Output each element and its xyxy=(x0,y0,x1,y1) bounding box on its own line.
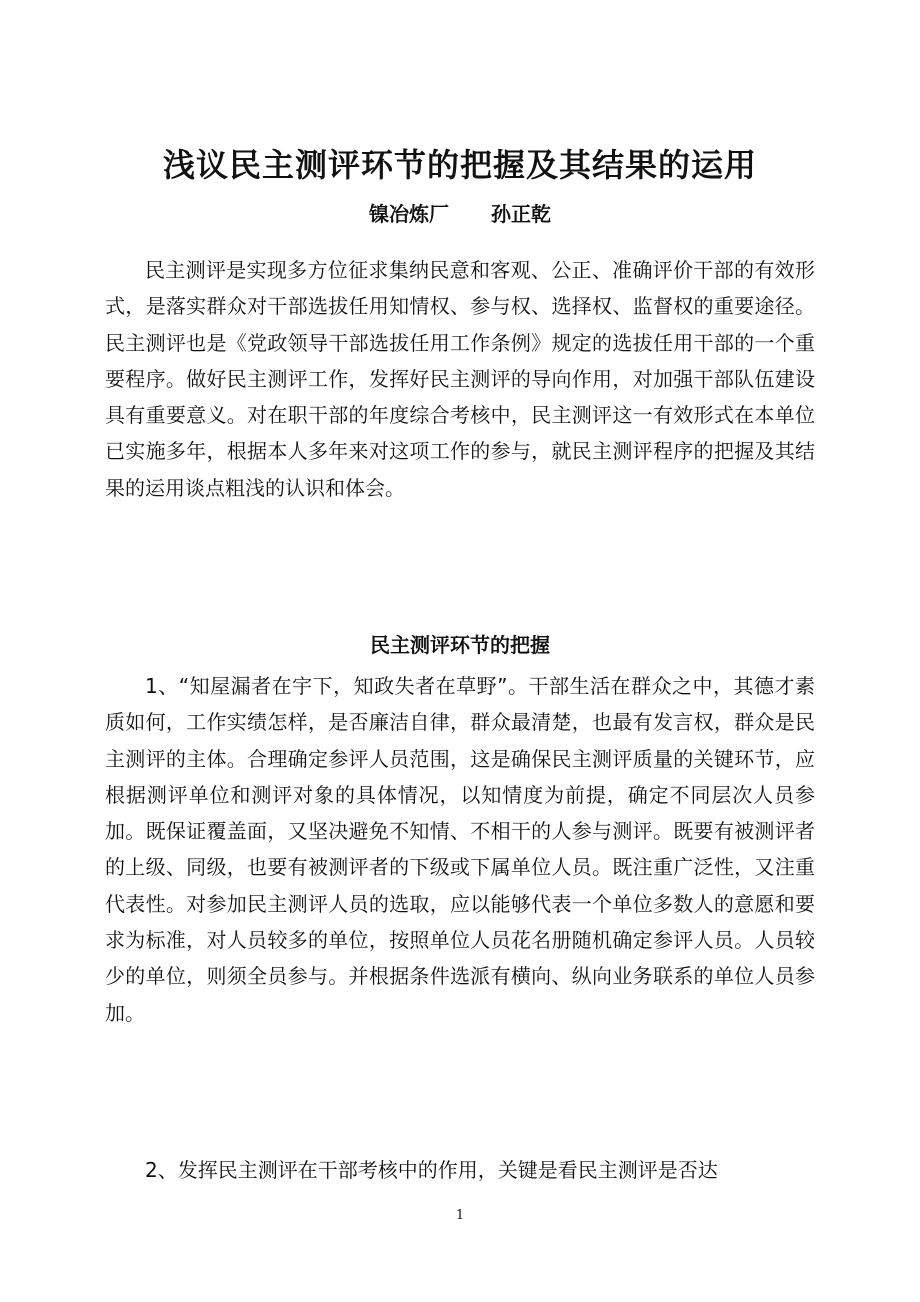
body-paragraph-2: 2、发挥民主测评在干部考核中的作用，关键是看民主测评是否达 xyxy=(145,1158,718,1182)
author-name: 孙正乾 xyxy=(491,202,551,226)
section-heading: 民主测评环节的把握 xyxy=(370,632,550,657)
document-title: 浅议民主测评环节的把握及其结果的运用 xyxy=(162,146,757,185)
author-byline xyxy=(105,196,815,232)
body-paragraph-1: 1、“知屋漏者在宇下，知政失者在草野”。干部生活在群众之中，其德才素质如何，工作实绩怎样，是否廉洁自律，群众最清楚，也最有发言权，群众是民主测评的主体。合理确定参评人员范围，这是确保民主测评质量的关键环节，应根据测评单位和测评对象的具体情况，以知情度为前提，确定不同层次人员参加。既保证覆盖面，又坚决避免不知情、不相干的人参与测评。既要有被测评者的上级、同级，也要有被测评者的下级或下属单位人员。既注重广泛性，又注重代表性。对参加民主测评人员的选取，应以能够代表一个单位多数人的意愿和要求为标准，对人员较多的单位，按照单位人员花名册随机确定参评人员。人员较少的单位，则须全员参与。并根据条件选派有横向、纵向业务联系的单位人员参加。 xyxy=(105,674,815,1025)
page-number: 1 xyxy=(455,1208,465,1223)
author-organization: 镍冶炼厂 xyxy=(369,202,449,226)
intro-paragraph: 民主测评是实现多方位征求集纳民意和客观、公正、准确评价干部的有效形式，是落实群众对干部选拔任用知情权、参与权、选择权、监督权的重要途径。民主测评也是《党政领导干部选拔任用工作条例》规定的选拔任用干部的一个重要程序。做好民主测评工作，发挥好民主测评的导向作用，对加强干部队伍建设具有重要意义。对在职干部的年度综合考核中，民主测评这一有效形式在本单位已实施多年，根据本人多年来对这项工作的参与，就民主测评程序的把握及其结果的运用谈点粗浅的认识和体会。 xyxy=(105,258,815,500)
